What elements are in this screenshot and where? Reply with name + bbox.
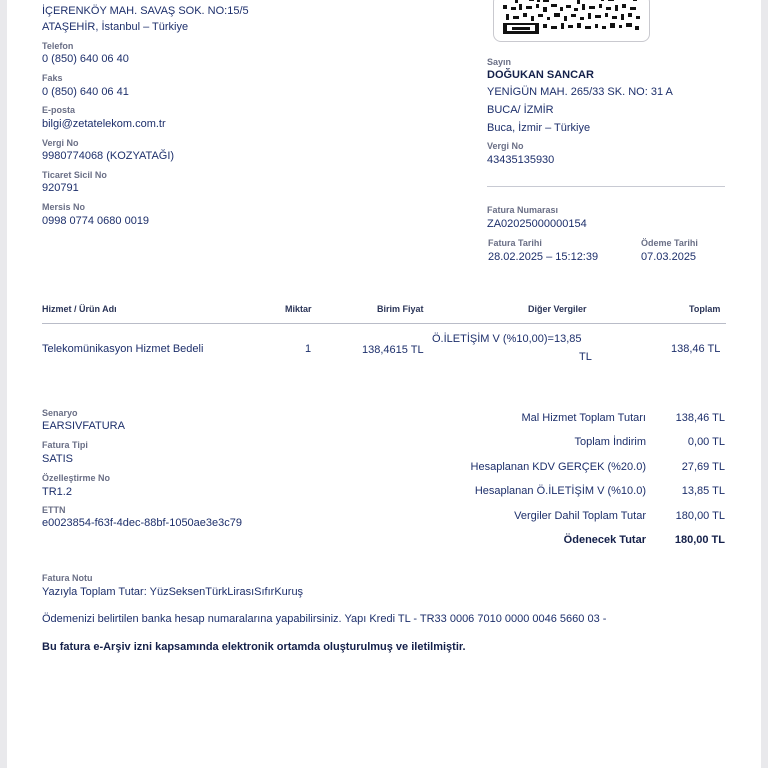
total-label-discount: Toplam İndirim <box>574 436 646 448</box>
invoice-page <box>7 0 761 768</box>
row-other-taxes: Ö.İLETİŞİM V (%10,00)=13,85 <box>432 333 582 345</box>
seller-email: bilgi@zetatelekom.com.tr <box>42 118 166 130</box>
table-header-divider <box>42 323 726 324</box>
customization: TR1.2 <box>42 486 72 498</box>
seller-phone-label: Telefon <box>42 41 74 51</box>
invoice-date: 28.02.2025 – 15:12:39 <box>488 251 599 263</box>
buyer-address-line3: Buca, İzmir – Türkiye <box>487 122 591 134</box>
total-value-comm-tax: 13,85 TL <box>681 485 725 497</box>
total-value-vat: 27,69 TL <box>681 461 725 473</box>
bank-info: Ödemenizi belirtilen banka hesap numaralarına yapabilirsiniz. Yapı Kredi TL - TR33 0006 7010 0000 0046 5660 03 - <box>42 613 607 625</box>
row-qty: 1 <box>305 343 312 355</box>
buyer-address-line1: YENİGÜN MAH. 265/33 SK. NO: 31 A <box>487 86 673 98</box>
qr-code-pattern <box>503 0 642 34</box>
total-label-goods: Mal Hizmet Toplam Tutarı <box>521 412 646 424</box>
invoice-note-label: Fatura Notu <box>42 573 93 583</box>
ettn: e0023854-f63f-4dec-88bf-1050ae3e3c79 <box>42 517 242 529</box>
due-date-label: Ödeme Tarihi <box>641 238 698 248</box>
scenario-label: Senaryo <box>42 408 78 418</box>
seller-fax: 0 (850) 640 06 41 <box>42 86 129 98</box>
qr-code <box>493 0 650 42</box>
total-label-incl-tax: Vergiler Dahil Toplam Tutar <box>514 510 646 522</box>
invoice-date-label: Fatura Tarihi <box>488 238 542 248</box>
amount-in-words: Yazıyla Toplam Tutar: YüzSeksenTürkLirasıSıfırKuruş <box>42 586 304 598</box>
invoice-type: SATIS <box>42 453 73 465</box>
seller-trade-reg-label: Ticaret Sicil No <box>42 170 107 180</box>
row-item: Telekomünikasyon Hizmet Bedeli <box>42 343 204 355</box>
seller-mersis-label: Mersis No <box>42 202 86 212</box>
ettn-label: ETTN <box>42 505 66 515</box>
col-header-other-taxes: Diğer Vergiler <box>528 304 587 314</box>
seller-email-label: E-posta <box>42 105 76 115</box>
total-value-discount: 0,00 TL <box>687 436 725 448</box>
buyer-address-line2: BUCA/ İZMİR <box>487 104 554 116</box>
total-value-payable: 180,00 TL <box>674 534 725 546</box>
seller-mersis: 0998 0774 0680 0019 <box>42 215 150 227</box>
col-header-unit-price: Birim Fiyat <box>377 304 424 314</box>
seller-phone: 0 (850) 640 06 40 <box>42 53 129 65</box>
due-date: 07.03.2025 <box>641 251 697 263</box>
buyer-name: DOĞUKAN SANCAR <box>487 69 594 81</box>
row-unit-price: 138,4615 TL <box>362 344 424 356</box>
invoice-type-label: Fatura Tipi <box>42 440 88 450</box>
buyer-salutation: Sayın <box>487 57 512 67</box>
total-label-vat: Hesaplanan KDV GERÇEK (%20.0) <box>470 461 646 473</box>
invoice-number: ZA02025000000154 <box>487 218 587 230</box>
scenario: EARSIVFATURA <box>42 420 125 432</box>
total-label-comm-tax: Hesaplanan Ö.İLETİŞİM V (%10.0) <box>474 485 646 497</box>
total-label-payable: Ödenecek Tutar <box>563 534 646 546</box>
col-header-qty: Miktar <box>285 304 312 314</box>
buyer-divider <box>487 186 725 187</box>
col-header-item: Hizmet / Ürün Adı <box>42 304 117 314</box>
total-value-incl-tax: 180,00 TL <box>675 510 725 522</box>
row-other-taxes-unit: TL <box>579 351 592 363</box>
seller-tax-no: 9980774068 (KOZYATAĞI) <box>42 150 175 162</box>
customization-label: Özelleştirme No <box>42 473 111 483</box>
invoice-number-label: Fatura Numarası <box>487 205 559 215</box>
total-value-goods: 138,46 TL <box>675 412 725 424</box>
buyer-tax-no: 43435135930 <box>487 154 555 166</box>
seller-trade-reg: 920791 <box>42 182 79 194</box>
e-archive-notice: Bu fatura e-Arşiv izni kapsamında elektronik ortamda oluşturulmuş ve iletilmiştir. <box>42 641 466 653</box>
col-header-total: Toplam <box>689 304 721 314</box>
seller-fax-label: Faks <box>42 73 63 83</box>
row-total: 138,46 TL <box>671 343 721 355</box>
seller-address-line1: İÇERENKÖY MAH. SAVAŞ SOK. NO:15/5 <box>42 5 249 17</box>
buyer-tax-no-label: Vergi No <box>487 141 524 151</box>
seller-address-line2: ATAŞEHİR, İstanbul – Türkiye <box>42 21 189 33</box>
seller-tax-no-label: Vergi No <box>42 138 79 148</box>
